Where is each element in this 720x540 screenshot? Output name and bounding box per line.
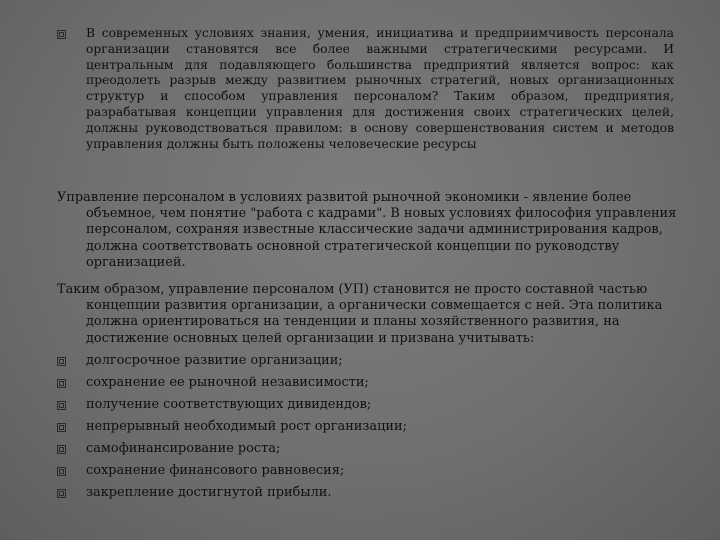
paragraph-conclusion	[57, 282, 662, 347]
paragraph-line: должна ориентироваться на тенденции и планы хозяйственного развития, на	[86, 314, 620, 330]
intro-line: В современных условиях знания, умения, инициатива и предприимчивость персонала	[86, 26, 674, 40]
paragraph-line: персоналом, сохраняя известные классические задачи администрирования кадров,	[86, 222, 663, 238]
paragraph-personnel-management	[57, 190, 676, 271]
square-bullet-icon	[57, 357, 66, 366]
square-bullet-icon	[57, 445, 66, 454]
intro-line: должны руководствоваться правилом: в основу совершенствования систем и методов	[86, 120, 674, 135]
intro-line: преодолеть разрыв между развитием рыночных стратегий, новых организационных	[86, 73, 674, 88]
list-item-text: сохранение ее рыночной независимости;	[86, 375, 369, 390]
list-item-text: получение соответствующих дивидендов;	[86, 397, 372, 412]
list-item-text: непрерывный необходимый рост организации;	[86, 419, 407, 434]
list-item-text: сохранение финансового равновесия;	[86, 463, 345, 478]
list-item-text: самофинансирование роста;	[86, 441, 281, 456]
square-bullet-icon	[57, 379, 66, 388]
paragraph-line: должна соответствовать основной стратегической концепции по руководству	[86, 238, 620, 254]
paragraph-line: Таким образом, управление персоналом (УП) становится не просто составной частью	[57, 282, 648, 297]
intro-line: управления должны быть положены человеческие ресурсы	[86, 136, 477, 151]
paragraph-line: объемное, чем понятие "работа с кадрами". В новых условиях философия управления	[86, 206, 677, 222]
intro-line: разрабатывая концепции управления для достижения своих стратегических целей,	[86, 104, 674, 119]
square-bullet-icon	[57, 423, 66, 432]
square-bullet-icon	[57, 30, 66, 39]
intro-paragraph	[86, 26, 674, 152]
intro-line: организации становятся все более важными стратегическими ресурсами. И	[86, 41, 674, 56]
intro-line: структур и способом управления персоналом? Таким образом, предприятия,	[86, 89, 674, 104]
intro-line: центральным для подавляющего большинства предприятий является вопрос: как	[86, 57, 674, 72]
paragraph-line: концепции развития организации, а органически совмещается с ней. Эта политика	[86, 298, 663, 314]
square-bullet-icon	[57, 467, 66, 476]
paragraph-line: организацией.	[86, 254, 186, 270]
square-bullet-icon	[57, 401, 66, 410]
list-item-text: закрепление достигнутой прибыли.	[86, 485, 332, 500]
paragraph-line: достижение основных целей организации и призвана учитывать:	[86, 330, 535, 346]
list-item-text: долгосрочное развитие организации;	[86, 353, 343, 368]
square-bullet-icon	[57, 489, 66, 498]
paragraph-line: Управление персоналом в условиях развитой рыночной экономики - явление более	[57, 190, 632, 205]
